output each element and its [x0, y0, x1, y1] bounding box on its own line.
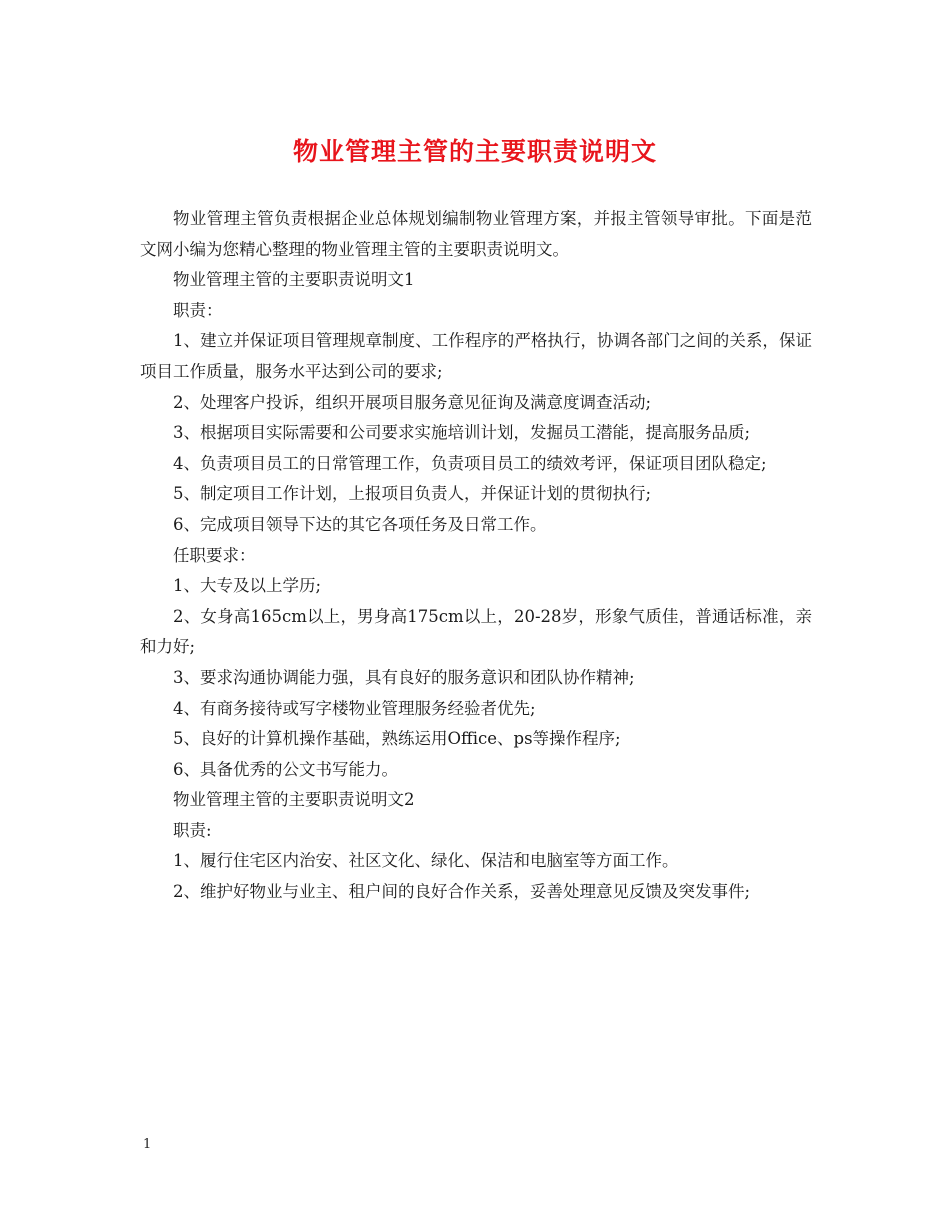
duty-item: 1、建立并保证项目管理规章制度、工作程序的严格执行，协调各部门之间的关系，保证项目工作质量，服务水平达到公司的要求;: [140, 331, 812, 381]
requirement-item: 5、良好的计算机操作基础，熟练运用Office、ps等操作程序;: [173, 729, 621, 749]
duty-item: 6、完成项目领导下达的其它各项任务及日常工作。: [173, 514, 547, 534]
duty-item: 2、维护好物业与业主、租户间的良好合作关系，妥善处理意见反馈及突发事件;: [173, 882, 751, 902]
duty-item: 4、负责项目员工的日常管理工作，负责项目员工的绩效考评，保证项目团队稳定;: [173, 453, 767, 473]
duty-item: 1、履行住宅区内治安、社区文化、绿化、保洁和电脑室等方面工作。: [173, 851, 679, 871]
requirement-item: 2、女身高165cm以上，男身高175cm以上，20-28岁，形象气质佳，普通话标准，亲和力好;: [140, 606, 812, 657]
section-heading-1: 物业管理主管的主要职责说明文1: [173, 270, 415, 290]
duty-item: 5、制定项目工作计划，上报项目负责人，并保证计划的贯彻执行;: [173, 484, 652, 504]
requirement-item: 3、要求沟通协调能力强，具有良好的服务意识和团队协作精神;: [173, 667, 635, 687]
requirements-label: 任职要求：: [173, 545, 256, 565]
duties-label-1: 职责：: [173, 300, 223, 320]
intro-paragraph: 物业管理主管负责根据企业总体规划编制物业管理方案，并报主管领导审批。下面是范文网小编为您精心整理的物业管理主管的主要职责说明文。: [140, 209, 812, 259]
duty-item: 2、处理客户投诉，组织开展项目服务意见征询及满意度调查活动;: [173, 392, 652, 412]
document-body: [140, 204, 812, 908]
requirement-item: 1、大专及以上学历;: [173, 576, 322, 596]
requirement-item: 6、具备优秀的公文书写能力。: [173, 759, 398, 779]
duty-item: 3、根据项目实际需要和公司要求实施培训计划，发掘员工潜能，提高服务品质;: [173, 423, 751, 443]
requirement-item: 4、有商务接待或写字楼物业管理服务经验者优先;: [173, 698, 536, 718]
duties-label-2: 职责:: [173, 820, 212, 840]
document-title: 物业管理主管的主要职责说明文: [292, 137, 657, 166]
section-heading-2: 物业管理主管的主要职责说明文2: [173, 790, 415, 810]
page-number: 1: [143, 1137, 152, 1152]
